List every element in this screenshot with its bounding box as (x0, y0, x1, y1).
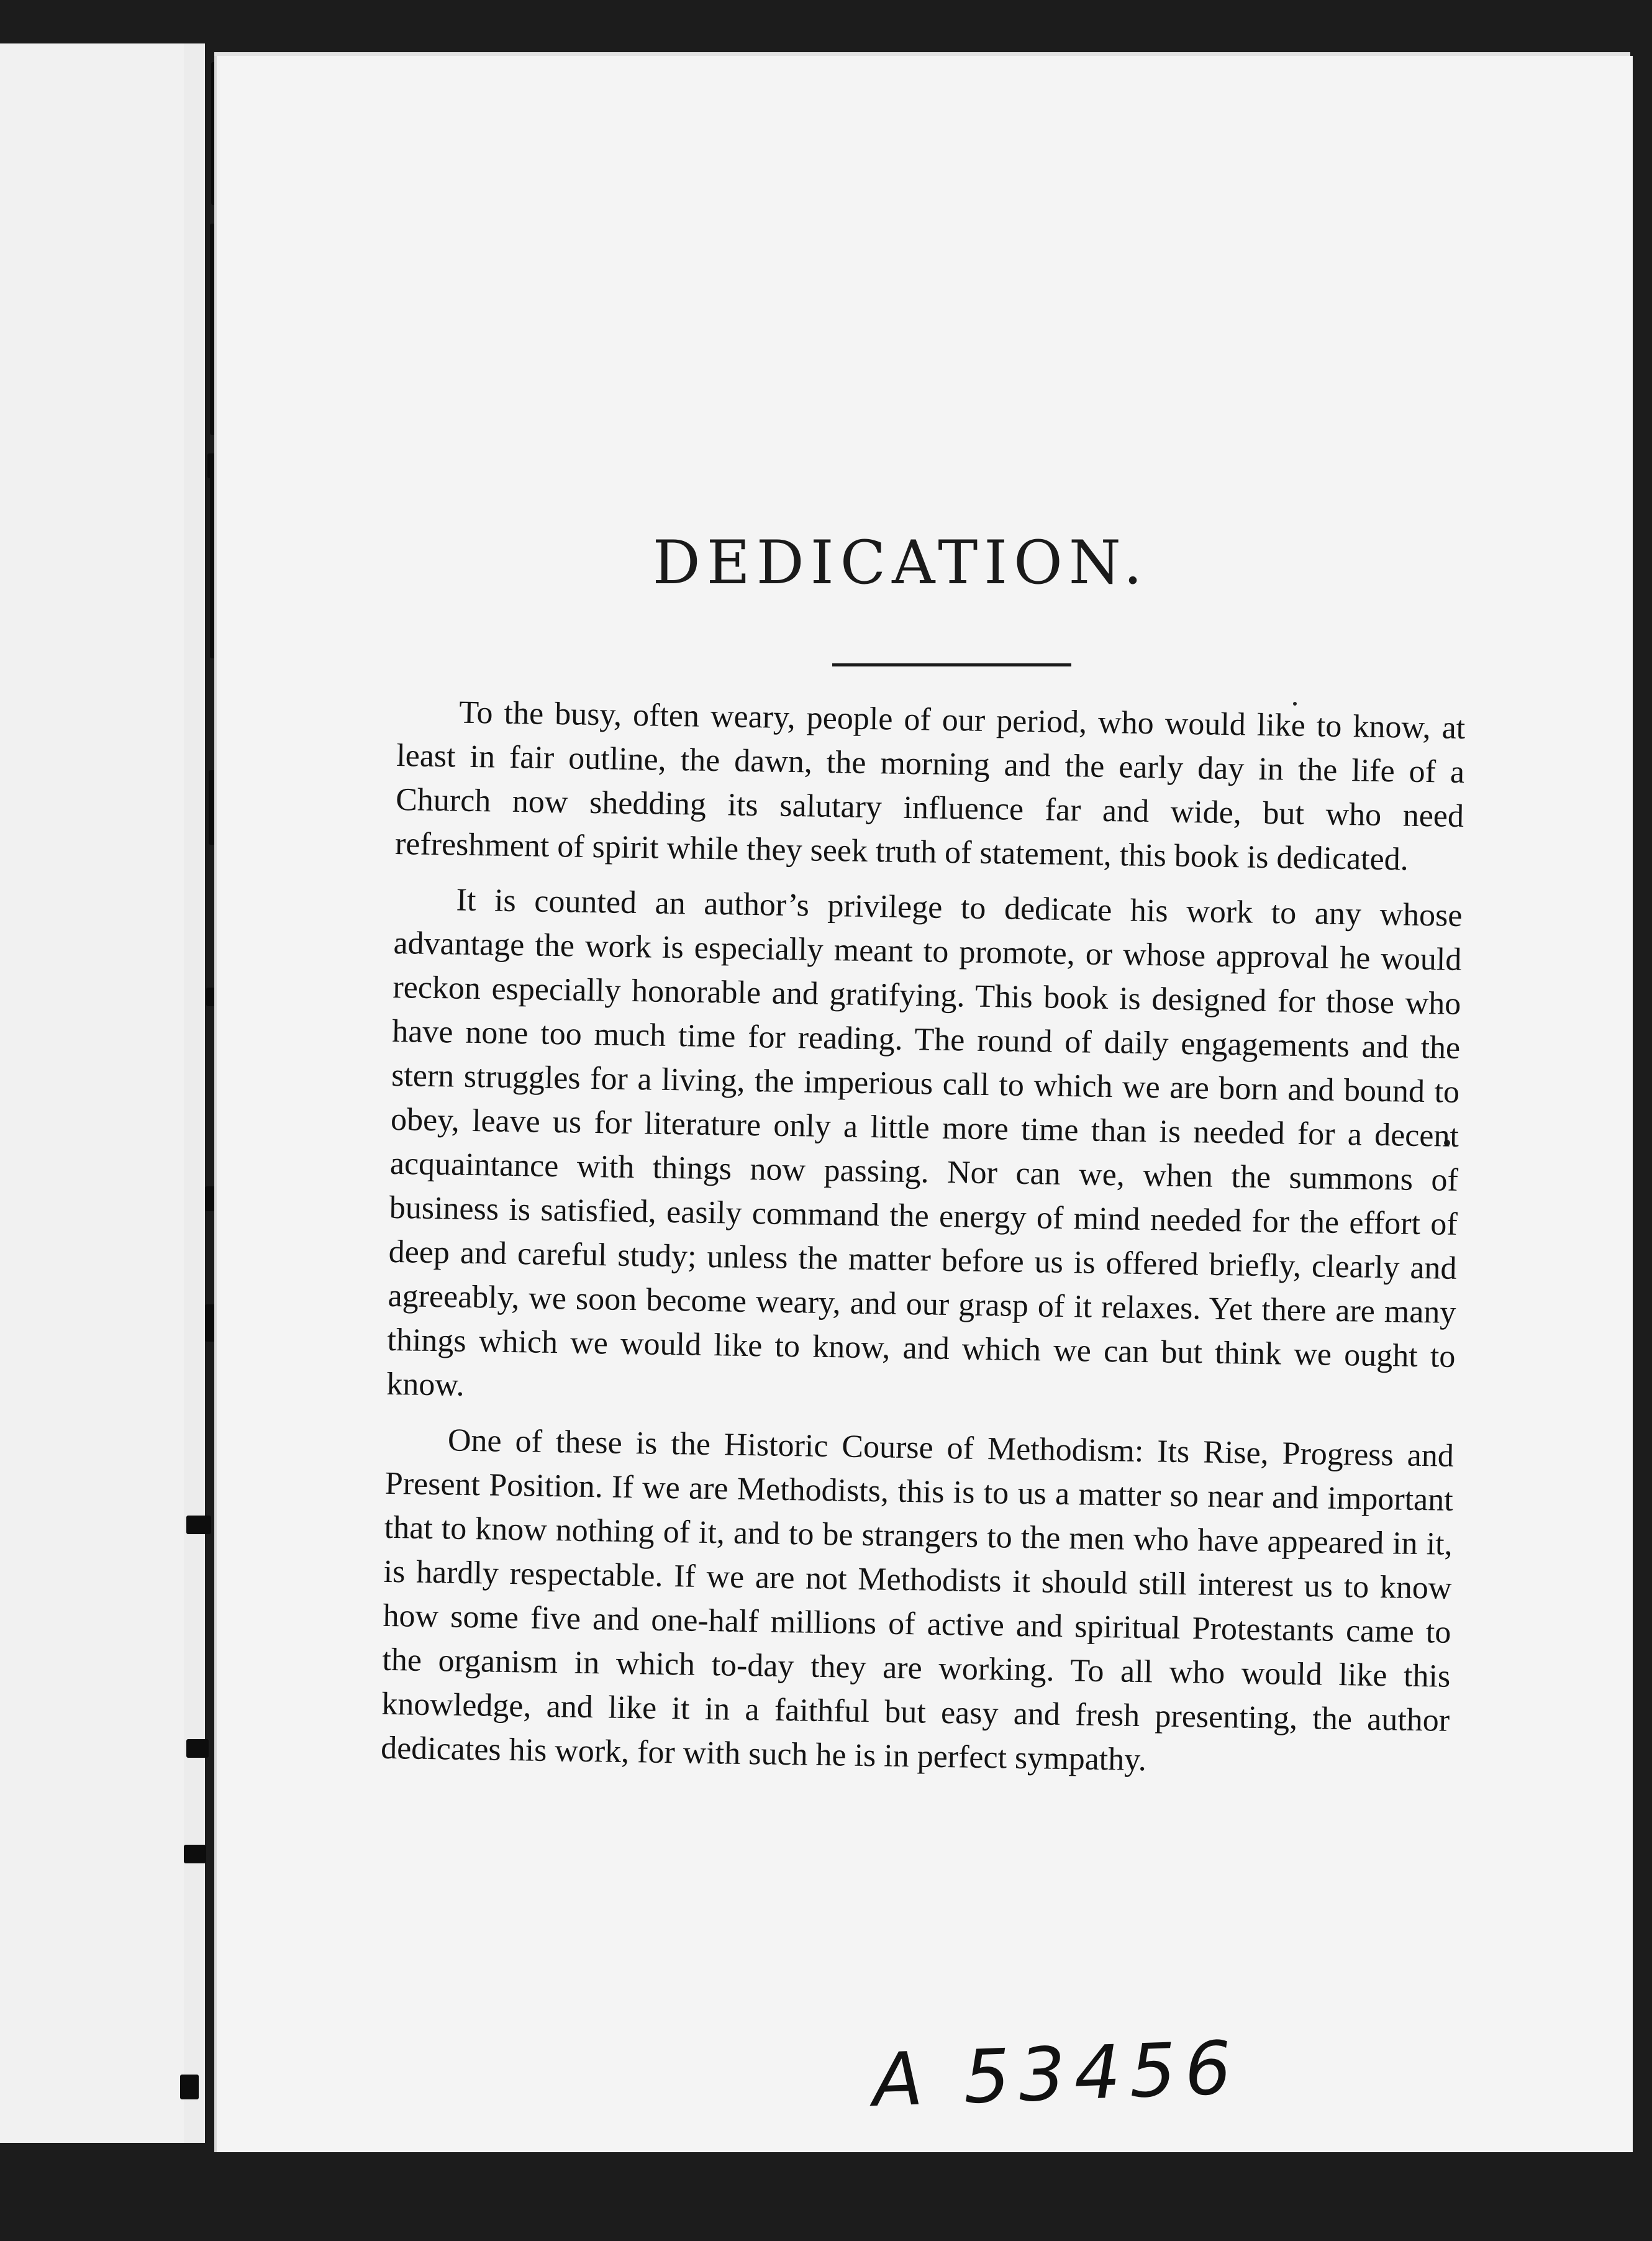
binding-stitch (180, 2075, 199, 2099)
binding-stitch (186, 1516, 211, 1534)
page-title: DEDICATION. (652, 528, 1149, 598)
title-rule (832, 663, 1071, 666)
paragraph: One of these is the Historic Course of Methodism: Its Rise, Progress and Present Position. If we are Methodists, this is to us a matter so near and important that to know nothing of it, and to be strangers to the men who have appeared in it, is hardly respectable. If we are not Methodists it should still interest us to know how some five and one-half millions of active and spiritual Protestants came to the organism in which to-day they are working. To all who would like this knowledge, and like it in a faithful but easy and fresh presenting, the author dedicates his work, for with such he is in perfect sympathy. (380, 1422, 1455, 1778)
paragraph: It is counted an author’s privilege to dedicate his work to any whose advantage the work is especially meant to promote, or whose approval he would reckon especially honorable and gratifying. This book is designed for those who have none too much time for reading. The round of daily engagements and the stern struggles for a living, the imperious call to which we are born and bound to obey, leave us for literature only a little more time than is needed for a decent acquaintance with things now passing. Nor can we, when the summons of business is satisfied, easily command the energy of mind needed for the effort of deep and careful study; unless the matter before us is offered briefly, clearly and agreeably, we soon become weary, and our grasp of it relaxes. Yet there are many things which we would like to know, and which we can but think we ought to know. (386, 882, 1463, 1403)
binding-stitch (186, 1739, 209, 1758)
dedication-text (380, 689, 1465, 1798)
facing-leaf (0, 43, 205, 2143)
paragraph: To the busy, often weary, people of our period, who would like to know, at least in fair outline, the dawn, the morning and the early day in the life of a Church now shedding its salutary influence far and wide, but who need refreshment of spirit while they seek truth of statement, this book is dedicated. (394, 694, 1466, 878)
spine-gutter (184, 43, 205, 2143)
handwritten-accession-number: A 53456 (871, 2024, 1241, 2124)
binding-stitch (184, 1845, 206, 1863)
